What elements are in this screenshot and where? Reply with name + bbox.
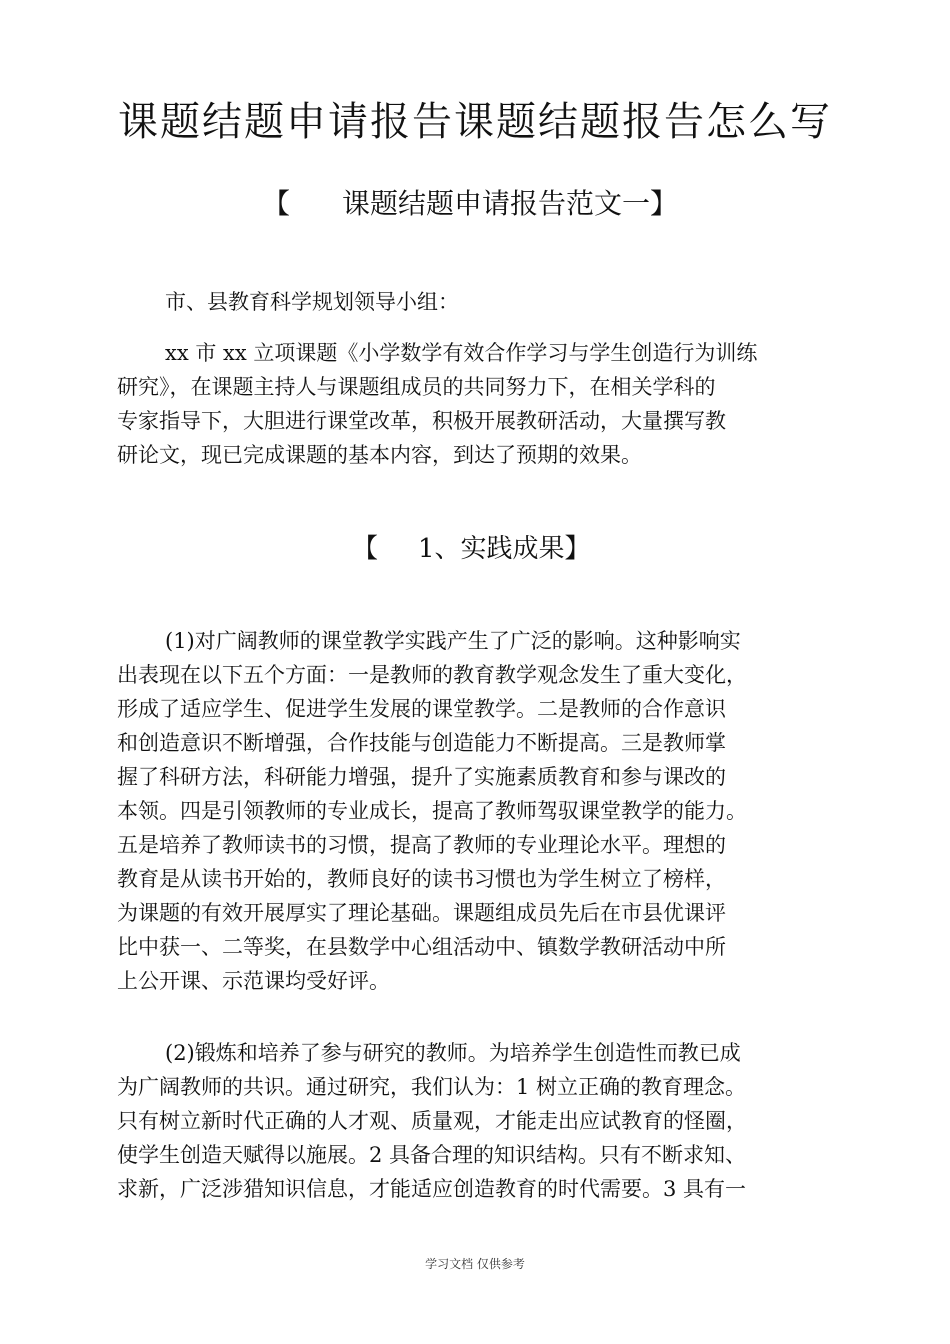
paragraph-line: 握了科研方法，科研能力增强，提升了实施素质教育和参与课改的	[117, 765, 726, 789]
section-heading-text: 1、实践成果】	[418, 534, 591, 564]
paragraph-line: 形成了适应学生、促进学生发展的课堂教学。二是教师的合作意识	[117, 697, 726, 721]
section-heading	[352, 529, 591, 569]
paragraph-line: 使学生创造天赋得以施展。2 具备合理的知识结构。只有不断求知、	[117, 1143, 747, 1167]
document-title: 课题结题申请报告课题结题报告怎么写	[118, 99, 832, 145]
paragraph-line: 五是培养了教师读书的习惯，提高了教师的专业理论水平。理想的	[117, 833, 726, 857]
paragraph-line: 本领。四是引领教师的专业成长，提高了教师驾驭课堂教学的能力。	[117, 799, 747, 823]
paragraph-line: xx 市 xx 立项课题《小学数学有效合作学习与学生创造行为训练	[165, 341, 758, 365]
paragraph-line: 只有树立新时代正确的人才观、质量观，才能走出应试教育的怪圈，	[117, 1109, 747, 1133]
paragraph-line: 教育是从读书开始的，教师良好的读书习惯也为学生树立了榜样，	[117, 867, 726, 891]
section-heading-open-bracket: 【	[352, 534, 379, 564]
page-footer: 学习文档 仅供参考	[425, 1257, 525, 1271]
paragraph-line: 比中获一、二等奖，在县数学中心组活动中、镇数学教研活动中所	[117, 935, 726, 959]
salutation: 市、县教育科学规划领导小组：	[165, 290, 459, 314]
paragraph-line: 专家指导下，大胆进行课堂改革，积极开展教研活动，大量撰写教	[117, 409, 726, 433]
paragraph-line: 研论文，现已完成课题的基本内容，到达了预期的效果。	[117, 443, 642, 467]
paragraph-line: 和创造意识不断增强，合作技能与创造能力不断提高。三是教师掌	[117, 731, 726, 755]
paragraph-line: 研究》，在课题主持人与课题组成员的共同努力下，在相关学科的	[117, 375, 716, 399]
paragraph-line: 上公开课、示范课均受好评。	[117, 969, 390, 993]
subtitle	[262, 184, 678, 224]
paragraph-line: 求新，广泛涉猎知识信息，才能适应创造教育的时代需要。3 具有一	[117, 1177, 747, 1201]
intro-paragraph	[117, 336, 757, 472]
practice-result-paragraph-1	[117, 624, 747, 998]
practice-result-paragraph-2	[117, 1036, 747, 1206]
subtitle-open-bracket: 【	[262, 187, 291, 220]
paragraph-line: (2)锻炼和培养了参与研究的教师。为培养学生创造性而教已成	[165, 1041, 741, 1065]
paragraph-line: 出表现在以下五个方面：一是教师的教育教学观念发生了重大变化，	[117, 663, 747, 687]
paragraph-line: 为课题的有效开展厚实了理论基础。课题组成员先后在市县优课评	[117, 901, 726, 925]
subtitle-text: 课题结题申请报告范文一】	[342, 187, 679, 220]
paragraph-line: (1)对广阔教师的课堂教学实践产生了广泛的影响。这种影响实	[165, 629, 741, 653]
paragraph-line: 为广阔教师的共识。通过研究，我们认为：1 树立正确的教育理念。	[117, 1075, 747, 1099]
